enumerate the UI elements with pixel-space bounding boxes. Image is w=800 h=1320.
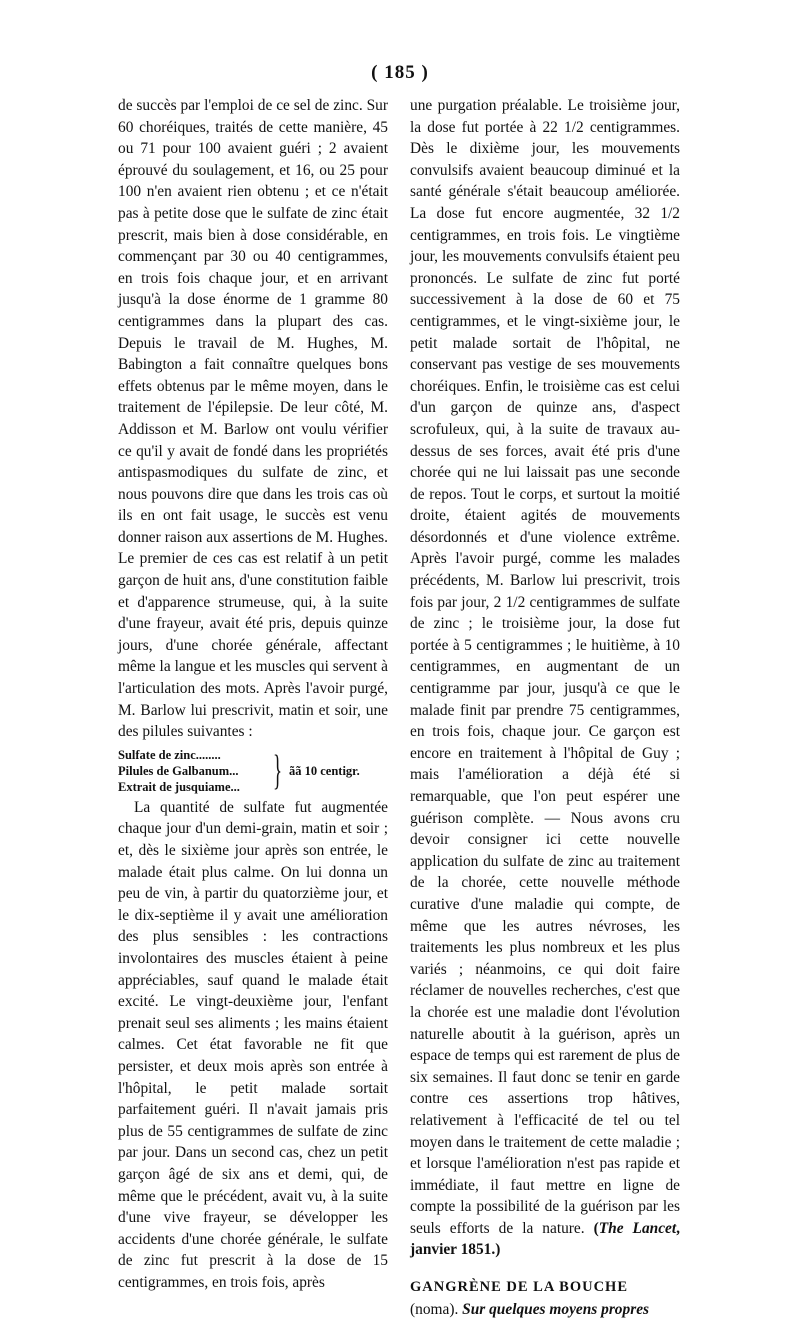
citation-date: , janvier 1851.): [410, 1219, 680, 1259]
left-paragraph-2: La quantité de sulfate fut augmentée chaque jour d'un demi-grain, matin et soir ; et, dès le sixième jour après son entrée, le malade était plus calme. On lui donna un peu de vin, à partir du quatorzième jour, et le dix-septième il y avait une amélioration des plus sensibles : les contractions involontaires des muscles étaient à peine appréciables, sauf quand le malade était excité. Le vingt-deuxième jour, l'enfant prenait seul ses aliments ; les mains étaient calmes. Cet état favorable ne fit que persister, et deux mois après son entrée à l'hôpital, le petit malade sortait parfaitement guéri. Il n'avait jamais pris plus de 55 centigrammes de sulfate de zinc par jour. Dans un second cas, chez un petit garçon âgé de six ans et demi, qui, de même que le précédent, avait vu, à la suite d'une vive frayeur, se développer les accidents d'une chorée générale, le sulfate de zinc fut prescrit à la dose de 15 centigrammes, en trois fois, après: [118, 798, 388, 1291]
heading-subtitle: [410, 1299, 680, 1320]
prescription-formula: [118, 747, 388, 795]
right-paragraph-text: une purgation préalable. Le troisième jour, la dose fut portée à 22 1/2 centigrammes. Dès le dixième jour, les mouvements convulsifs avaient beaucoup diminué et la santé générale s'était beaucoup améliorée. La dose fut encore augmentée, 32 1/2 centigrammes, en trois fois. Le vingtième jour, les mouvements convulsifs étaient peu prononcés. Le sulfate de zinc fut porté successivement à la dose de 60 et 75 centigrammes, et le vingt-sixième jour, le petit malade sortait de l'hôpital, ne conservant pas vestige de ses mouvements choréiques. Enfin, le troisième cas est celui d'un garçon de quinze ans, d'aspect scrofuleux, qui, à la suite de travaux au-dessus de ses forces, avait été pris d'une chorée qui ne lui laissait pas une seconde de repos. Tout le corps, et surtout la moitié droite, étaient agités de mouvements désordonnés et d'une violence extrême. Après l'avoir purgé, comme les malades précédents, M. Barlow lui prescrivit, trois fois par jour, 2 1/2 centigrammes de sulfate de zinc ; le troisième jour, la dose fut portée à 5 centigrammes ; le huitième, à 10 centigrammes, en augmentant de un centigramme par jour, jusqu'à ce que le malade finit par prendre 75 centigrammes, en trois fois, chaque jour. Ce garçon est encore en traitement à l'hôpital de Guy ; mais l'amélioration a déjà été si remarquable, que l'on peut espérer une guérison complète. — Nous avons cru devoir consigner ici cette nouvelle application du sulfate de zinc au traitement de la chorée, cette nouvelle méthode curative d'une maladie qui compte, de même que les autres névroses, les traitements les plus nombreux et les plus variés ; néanmoins, ce qui doit faire réclamer de nouvelles recherches, c'est que la chorée est une maladie dont l'évolution naturelle aboutit à la guérison, après un espace de temps qui est rarement de plus de six semaines. Il faut donc se tenir en garde contre ces assertions trop hâtives, relativement à l'efficacité de tel ou tel moyen dans le traitement de cette maladie ; et lorsque l'amélioration n'est pas rapide et immédiate, il faut mettre en ligne de compte la possibilité de la guérison par les seuls efforts de la nature.: [410, 97, 680, 1237]
formula-ingredient: Pilules de Galbanum...: [118, 763, 239, 778]
heading-sub: Sur quelques moyens propres: [462, 1300, 650, 1318]
citation: (The Lancet, janvier 1851.): [410, 1219, 680, 1259]
left-paragraph-1: de succès par l'emploi de ce sel de zinc. Sur 60 choréiques, traités de cette manière, 45 ou 71 pour 100 avaient guéri ; 2 avaient éprouvé du soulagement, et 16, ou 25 pour 100 n'en avaient rien obtenu ; et ce n'était pas à petite dose que le sulfate de zinc était prescrit, mais bien à dose considérable, en commençant par 30 ou 40 centigrammes, en trois fois chaque jour, et en arrivant jusqu'à la dose énorme de 1 gramme 80 centigrammes dans la plupart des cas. Depuis le travail de M. Hughes, M. Babington a fait connaître quelques bons effets obtenus par le même moyen, dans le traitement de l'épilepsie. De leur côté, M. Addisson et M. Barlow ont voulu vérifier ce qu'il y avait de fondé dans les propriétés antispasmodiques du sulfate de zinc, et nous pouvons dire que dans les trois cas où ils en ont fait usage, le succès est venu donner raison aux assertions de M. Hughes. Le premier de ces cas est relatif à un petit garçon de huit ans, d'une constitution faible et d'apparence strumeuse, qui, à la suite d'une frayeur, avait été pris, depuis quinze jours, d'une chorée générale, affectant même la langue et les muscles qui servent à l'articulation des mots. Après l'avoir purgé, M. Barlow lui prescrivit, matin et soir, une des pilules suivantes :: [118, 97, 388, 741]
formula-ingredient: Extrait de jusquiame...: [118, 779, 240, 794]
formula-brace: }: [273, 747, 283, 794]
citation-journal: The Lancet: [598, 1219, 677, 1237]
heading-title: GANGRÈNE DE LA BOUCHE: [410, 1279, 628, 1296]
formula-ingredients: [118, 747, 273, 795]
formula-ingredient: Sulfate de zinc........: [118, 747, 221, 762]
right-paragraph-1: [410, 95, 680, 1261]
right-column: [410, 95, 680, 1320]
page-number: ( 185 ): [371, 62, 429, 83]
formula-dose: ãã 10 centigr.: [289, 763, 360, 778]
left-column: [118, 95, 388, 1293]
section-heading: [410, 1277, 680, 1299]
heading-paren: (noma).: [410, 1300, 459, 1318]
